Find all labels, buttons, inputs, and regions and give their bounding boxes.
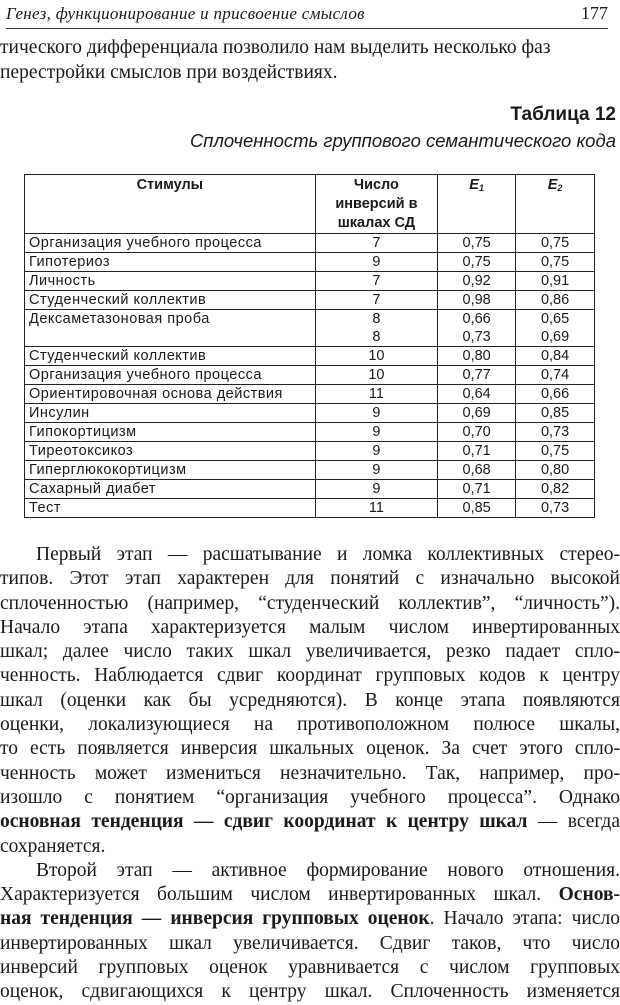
intro-line: перестройки смыслов при воздействиях.: [0, 60, 608, 85]
cell-e1: [438, 480, 516, 499]
cell-stimulus: Тест: [25, 499, 316, 518]
cell-inversions: [315, 310, 437, 347]
cell-e2-value: 0,75: [520, 442, 590, 460]
header-e1-sub: 1: [479, 183, 484, 193]
cell-e1: [438, 253, 516, 272]
data-table: [24, 174, 595, 518]
text-line: [0, 810, 620, 834]
cell-inversions-value: 7: [320, 272, 433, 290]
text-line: оценки, локализующиеся на противоположном полюсе шкалы,: [0, 713, 620, 737]
cell-inversions-value: 8: [320, 310, 433, 328]
table-row: [25, 423, 595, 442]
table-row: [25, 480, 595, 499]
cell-e2: [516, 423, 595, 442]
cell-inversions: [315, 366, 437, 385]
text-line: сохраняется.: [0, 835, 620, 859]
header-e1: [438, 175, 516, 234]
cell-e2-value: 0,85: [520, 404, 590, 422]
header-inversions-line: Число: [320, 176, 433, 195]
text-line: шкал (оценки как бы усредняются). В конце этапа появляются: [0, 689, 620, 713]
cell-e1: [438, 310, 516, 347]
cell-stimulus: Ориентировочная основа действия: [25, 385, 316, 404]
cell-e2-value: 0,82: [520, 480, 590, 498]
cell-e2: [516, 499, 595, 518]
cell-e1-value: 0,80: [442, 347, 511, 365]
cell-e1: [438, 234, 516, 253]
cell-e1: [438, 442, 516, 461]
cell-e2: [516, 347, 595, 366]
cell-e2: [516, 404, 595, 423]
cell-e1-value: 0,71: [442, 480, 511, 498]
cell-e1: [438, 461, 516, 480]
cell-inversions: [315, 404, 437, 423]
text-line: шкал; далее число таких шкал увеличивается, резко падает спло-: [0, 640, 620, 664]
text-line: ченность может измениться незначительно. Так, например, про-: [0, 762, 620, 786]
header-rule: [6, 28, 608, 29]
cell-inversions: [315, 480, 437, 499]
cell-e1: [438, 499, 516, 518]
cell-inversions: [315, 423, 437, 442]
text-line: инвертированных шкал увеличивается. Сдвиг таков, что число: [0, 932, 620, 956]
cell-e1-value: 0,66: [442, 310, 511, 328]
header-e1-letter: E: [469, 177, 479, 193]
cell-stimulus: Сахарный диабет: [25, 480, 316, 499]
cell-inversions: [315, 234, 437, 253]
cell-e2-value: 0,73: [520, 423, 590, 441]
cell-e1-value: 0,92: [442, 272, 511, 290]
text-fragment: . Начало этапа: число: [430, 908, 620, 929]
cell-stimulus: Дексаметазоновая проба: [25, 310, 316, 347]
cell-e2-value: 0,80: [520, 461, 590, 479]
cell-inversions-value: 7: [320, 291, 433, 309]
cell-e2-value: 0,69: [520, 328, 590, 346]
cell-e1-value: 0,71: [442, 442, 511, 460]
cell-inversions: [315, 385, 437, 404]
cell-stimulus: Студенческий коллектив: [25, 291, 316, 310]
cell-e1-value: 0,70: [442, 423, 511, 441]
text-line: инверсий групповых оценок уравнивается с числом групповых: [0, 956, 620, 980]
running-head: [6, 2, 608, 28]
cell-inversions: [315, 442, 437, 461]
running-head-title: Генез, функционирование и присвоение смыслов: [6, 4, 365, 24]
body-text: [0, 543, 620, 1005]
cell-e1: [438, 385, 516, 404]
cell-e1-value: 0,75: [442, 234, 511, 252]
cell-e2: [516, 253, 595, 272]
cell-e2-value: 0,84: [520, 347, 590, 365]
cell-e2-value: 0,74: [520, 366, 590, 384]
table-row: [25, 272, 595, 291]
text-line: изошло с понятием “организация учебного процесса”. Однако: [0, 786, 620, 810]
table-row: [25, 234, 595, 253]
text-line: Начало этапа характеризуется малым числом инвертированных: [0, 616, 620, 640]
table-header-row: [25, 175, 595, 234]
intro-line: тического дифференциала позволило нам выделить несколько фаз: [0, 35, 608, 60]
cell-stimulus: Инсулин: [25, 404, 316, 423]
cell-e1-value: 0,64: [442, 385, 511, 403]
table-number: Таблица 12: [510, 104, 616, 126]
header-inversions-line: инверсий в: [320, 195, 433, 214]
cell-e1: [438, 404, 516, 423]
cell-stimulus: Гипотериоз: [25, 253, 316, 272]
header-e2-letter: E: [548, 177, 558, 193]
text-line: [0, 907, 620, 931]
header-e2-sub: 2: [557, 183, 562, 193]
cell-e2-value: 0,75: [520, 253, 590, 271]
table-row: [25, 366, 595, 385]
cell-stimulus: Гипокортицизм: [25, 423, 316, 442]
cell-inversions: [315, 347, 437, 366]
text-line: ченность. Наблюдается сдвиг координат групповых кодов к центру: [0, 664, 620, 688]
header-stimuli: Стимулы: [25, 175, 316, 234]
cell-e1-value: 0,69: [442, 404, 511, 422]
cell-stimulus: Личность: [25, 272, 316, 291]
cell-inversions-value: 11: [320, 499, 433, 517]
text-line: оценок, сдвигающихся к центру шкал. Сплоченность изменяется: [0, 980, 620, 1004]
cell-inversions-value: 9: [320, 480, 433, 498]
cell-inversions-value: 9: [320, 423, 433, 441]
cell-e2: [516, 385, 595, 404]
cell-e2-value: 0,91: [520, 272, 590, 290]
text-line: сплоченностью (например, “студенческий коллектив”, “личность”).: [0, 592, 620, 616]
text-fragment: — всегда: [528, 811, 620, 832]
table-row: [25, 499, 595, 518]
cell-stimulus: Организация учебного процесса: [25, 366, 316, 385]
header-inversions-line: шкалах СД: [320, 214, 433, 233]
cell-inversions-value: 11: [320, 385, 433, 403]
cell-inversions-value: 7: [320, 234, 433, 252]
cell-e1: [438, 272, 516, 291]
bold-emphasis: основная тенденция — сдвиг координат к центру шкал: [0, 811, 528, 832]
cell-e2-value: 0,66: [520, 385, 590, 403]
cell-e2-value: 0,65: [520, 310, 590, 328]
cell-inversions-value: 8: [320, 328, 433, 346]
text-line: Первый этап — расшатывание и ломка коллективных стерео-: [0, 543, 620, 567]
cell-e2: [516, 272, 595, 291]
page-number: 177: [581, 3, 608, 24]
cell-e2: [516, 291, 595, 310]
header-e2: [516, 175, 595, 234]
cell-inversions-value: 10: [320, 366, 433, 384]
bold-emphasis: Основ-: [559, 884, 620, 905]
cell-e1-value: 0,77: [442, 366, 511, 384]
cell-stimulus: Гиперглюкокортицизм: [25, 461, 316, 480]
cell-e2: [516, 366, 595, 385]
table-row: [25, 291, 595, 310]
text-line: типов. Этот этап характерен для понятий с изначально высокой: [0, 567, 620, 591]
table-row: [25, 461, 595, 480]
cell-inversions-value: 9: [320, 404, 433, 422]
cell-e2-value: 0,73: [520, 499, 590, 517]
cell-inversions: [315, 253, 437, 272]
table-row: [25, 404, 595, 423]
cell-e2: [516, 461, 595, 480]
text-line: [0, 883, 620, 907]
cell-e1-value: 0,73: [442, 328, 511, 346]
text-line: Второй этап — активное формирование нового отношения.: [0, 859, 620, 883]
table-row: [25, 310, 595, 347]
cell-inversions-value: 9: [320, 461, 433, 479]
header-inversions: [315, 175, 437, 234]
table-row: [25, 347, 595, 366]
cell-e1-value: 0,75: [442, 253, 511, 271]
cell-e2: [516, 234, 595, 253]
cell-stimulus: Организация учебного процесса: [25, 234, 316, 253]
cell-inversions-value: 10: [320, 347, 433, 365]
cell-e2-value: 0,86: [520, 291, 590, 309]
table-row: [25, 385, 595, 404]
cell-inversions-value: 9: [320, 442, 433, 460]
cell-e1: [438, 347, 516, 366]
cell-stimulus: Студенческий коллектив: [25, 347, 316, 366]
cell-e2: [516, 310, 595, 347]
bold-emphasis: ная тенденция — инверсия групповых оценок: [0, 908, 430, 929]
table-row: [25, 442, 595, 461]
cell-inversions: [315, 499, 437, 518]
cell-inversions: [315, 272, 437, 291]
cell-inversions-value: 9: [320, 253, 433, 271]
cell-e1: [438, 291, 516, 310]
cell-e1: [438, 423, 516, 442]
cell-inversions: [315, 291, 437, 310]
text-fragment: Характеризуется большим числом инвертированных шкал.: [0, 884, 559, 905]
table-row: [25, 253, 595, 272]
text-line: то есть появляется инверсия шкальных оценок. За счет этого спло-: [0, 737, 620, 761]
cell-e1-value: 0,85: [442, 499, 511, 517]
cell-e1-value: 0,68: [442, 461, 511, 479]
cell-e1-value: 0,98: [442, 291, 511, 309]
cell-e1: [438, 366, 516, 385]
cell-e2: [516, 442, 595, 461]
table-caption: Сплоченность группового семантического кода: [190, 130, 616, 152]
cell-e2: [516, 480, 595, 499]
cell-e2-value: 0,75: [520, 234, 590, 252]
intro-paragraph: [0, 35, 608, 85]
cell-inversions: [315, 461, 437, 480]
cell-stimulus: Тиреотоксикоз: [25, 442, 316, 461]
table-body: [25, 234, 595, 518]
